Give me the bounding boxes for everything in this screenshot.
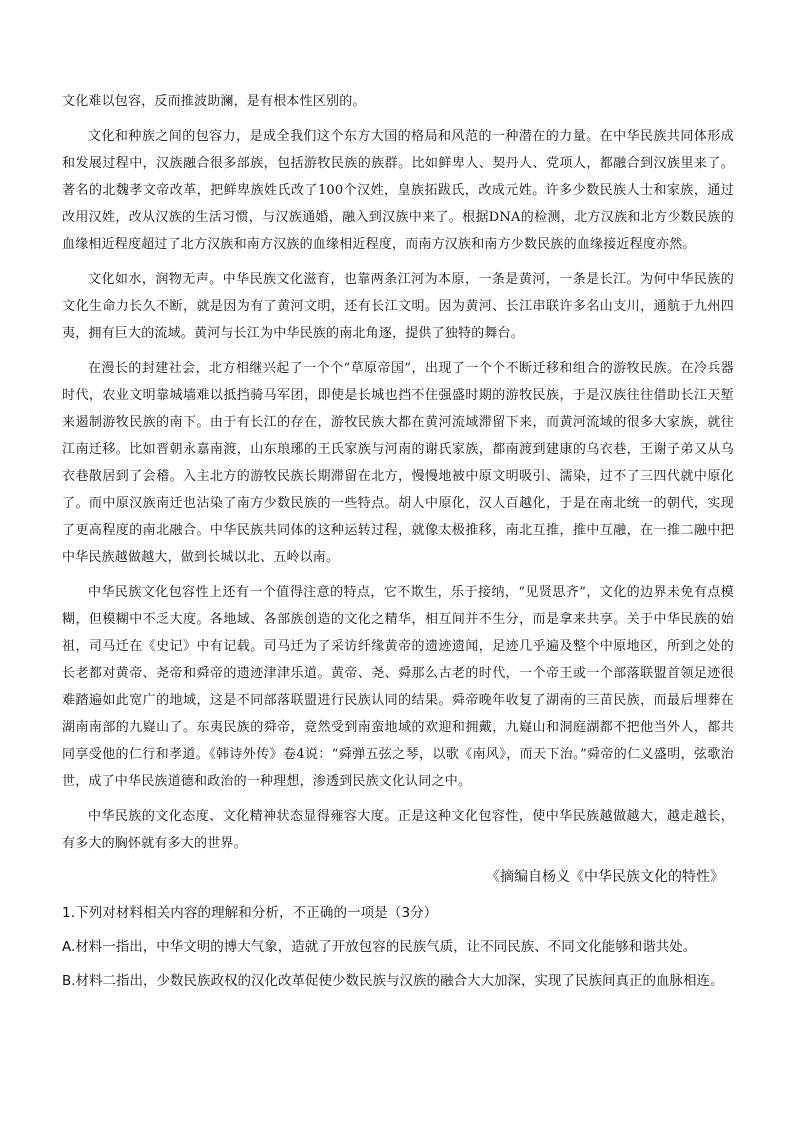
- passage-paragraph-1: 文化和种族之间的包容力，是成全我们这个东方大国的格局和风范的一种潜在的力量。在中华民族共同体形成和发展过程中，汉族融合很多部族，包括游牧民族的族群。比如鲜卑人、契丹人、党项人，都融合到汉族里来了。著名的北魏孝文帝改革，把鲜卑族姓氏改了100个汉姓，皇族拓跋氏，改成元姓。许多少数民族人士和家族，通过改用汉姓，改从汉族的生活习惯，与汉族通婚，融入到汉族中来了。根据DNA的检测，北方汉族和北方少数民族的血缘相近程度超过了北方汉族和南方汉族的血缘相近程度，而南方汉族和南方少数民族的血缘接近程度亦然。: [62, 129, 734, 252]
- document-page: [62, 88, 734, 1003]
- question-option-a: A.材料一指出，中华文明的博大气象，造就了开放包容的民族气质，让不同民族、不同文化能够和谐共处。: [62, 939, 697, 955]
- passage-paragraph-4: 中华民族文化包容性上还有一个值得注意的特点，它不欺生，乐于接纳，“见贤思齐”，文化的边界未免有点模糊，但模糊中不乏大度。各地域、各部族创造的文化之精华，相互间并不生分，而是拿来共享。关于中华民族的始祖，司马迁在《史记》中有记载。司马迁为了采访纤缘黄帝的遗迹遗闻，足迹几乎遍及整个中原地区，所到之处的长老都对黄帝、尧帝和舜帝的遗迹津津乐道。黄帝、尧、舜那么古老的时代，一个帝王或一个部落联盟首领足迹很难踏遍如此宽广的地域，这是不同部落联盟进行民族认同的结果。舜帝晚年收复了湖南的三苗民族，而最后埋葬在湖南南部的九嶷山了。东夷民族的舜帝，竟然受到南蛮地域的欢迎和拥戴，九嶷山和洞庭湖都不把他当外人，都共同享受他的仁行和孝道。《韩诗外传》卷4说：“舜弹五弦之琴，以歌《南风》，而天下治。”舜帝的仁义盛明，弦歌治世，成了中华民族道德和政治的一种理想，渗透到民族文化认同之中。: [62, 585, 734, 789]
- passage-paragraph-0: 文化难以包容，反而推波助澜，是有根本性区别的。: [62, 94, 366, 109]
- question-stem: 1.下列对材料相关内容的理解和分析，不正确的一项是（3分）: [62, 905, 438, 921]
- passage-paragraph-2: 文化如水，润物无声。中华民族文化滋育，也靠两条江河为本原，一条是黄河，一条是长江。为何中华民族的文化生命力长久不断，就是因为有了黄河文明，还有长江文明。因为黄河、长江串联许多名山支川，通航于九州四夷，拥有巨大的流域。黄河与长江为中华民族的南北角逐，提供了独特的舞台。: [62, 272, 734, 341]
- passage-paragraph-3: 在漫长的封建社会，北方相继兴起了一个个“草原帝国”，出现了一个个不断迁移和组合的游牧民族。在冷兵器时代，农业文明靠城墙难以抵挡骑马军团，即使是长城也挡不住强盛时期的游牧民族，于是汉族往往借助长江天堑来遏制游牧民族的南下。由于有长江的存在，游牧民族大都在黄河流域滞留下来，而黄河流域的很多大家族，就往江南迁移。比如晋朝永嘉南渡，山东琅琊的王氏家族与河南的谢氏家族，都南渡到建康的乌衣巷，王谢子弟又从乌衣巷散居到了会稽。入主北方的游牧民族长期滞留在北方，慢慢地被中原文明吸引、濡染，过不了三四代就中原化了。而中原汉族南迁也沾染了南方少数民族的一些特点。胡人中原化，汉人百越化，于是在南北统一的朝代，实现了更高程度的南北融合。中华民族共同体的这种运转过程，就像太极推移，南北互推，推中互融，在一推二融中把中华民族越做越大，做到长城以北、五岭以南。: [62, 361, 734, 565]
- source-citation: 《摘编自杨义《中华民族文化的特性》: [486, 869, 724, 885]
- question-option-b: B.材料二指出，少数民族政权的汉化改革促使少数民族与汉族的融合大大加深，实现了民族间真正的血脉相连。: [62, 973, 724, 989]
- passage-paragraph-5: 中华民族的文化态度、文化精神状态显得雍容大度。正是这种文化包容性，使中华民族越做越大，越走越长，有多大的胸怀就有多大的世界。: [62, 809, 734, 851]
